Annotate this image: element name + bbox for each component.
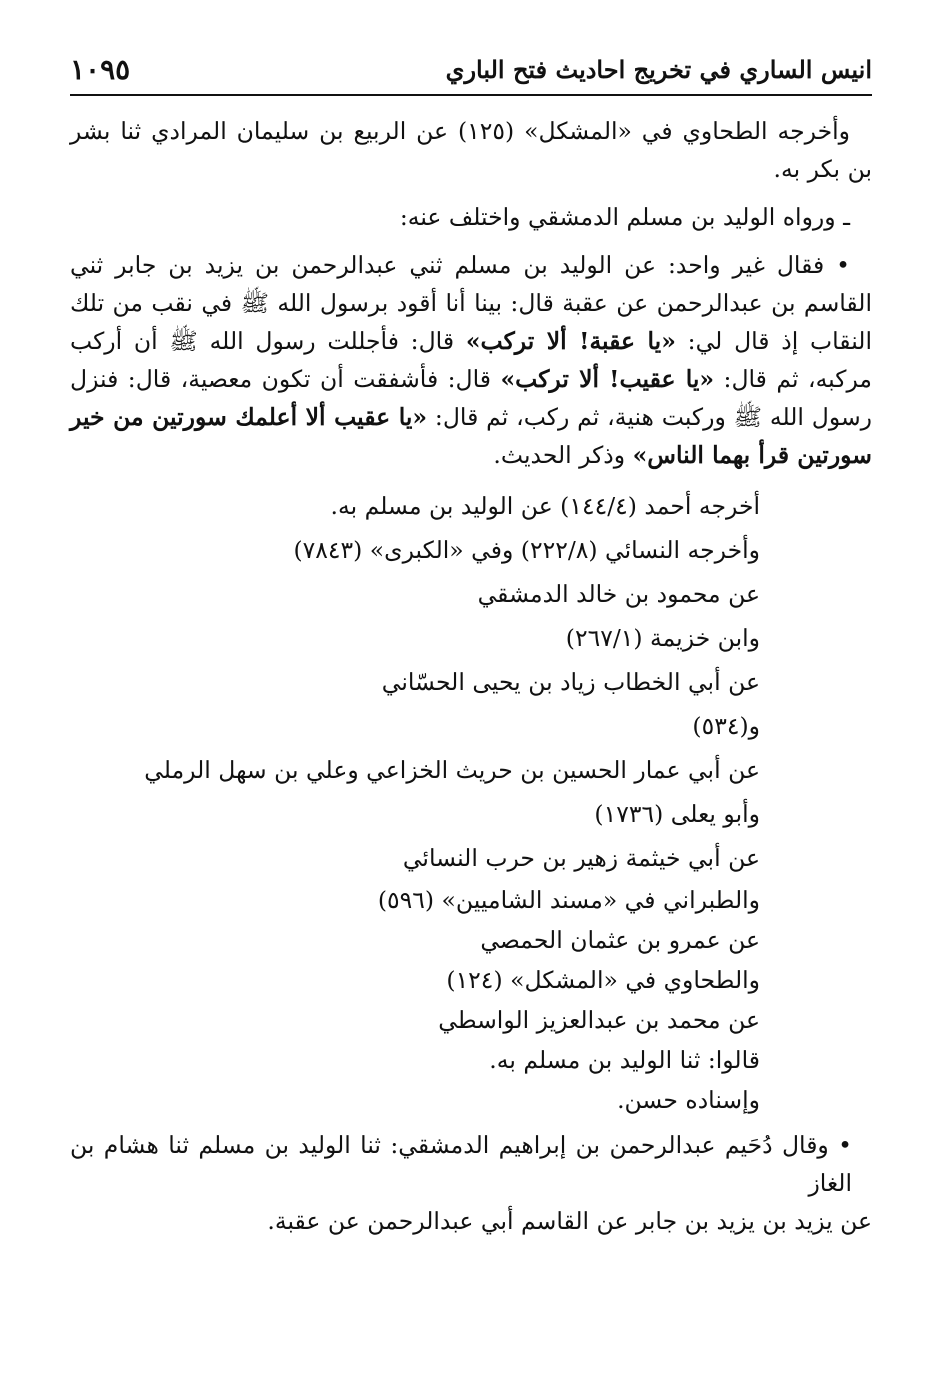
- takhrij-line: عن محمود بن خالد الدمشقي: [477, 580, 760, 608]
- takhrij-line: عن عمرو بن عثمان الحمصي: [480, 926, 760, 954]
- hadith-text-d: قال: فأشفقت أن تكون معصية، قال: فنزل رسول الله ﷺ وركبت هنية، ثم ركب، ثم قال:: [70, 365, 872, 431]
- takhrij-line: وإسناده حسن.: [617, 1086, 760, 1114]
- hadith-quote-1: «يا عقبة! ألا تركب»: [465, 327, 676, 355]
- takhrij-line: و(٥٣٤): [692, 712, 760, 740]
- hadith-quote-3: «يا عقيب ألا أعلمك سورتين من خير سورتين قرأ بهما الناس»: [70, 403, 872, 469]
- duhaym-line-2: عن يزيد بن يزيد بن جابر عن القاسم أبي عبدالرحمن عن عقبة.: [267, 1207, 872, 1235]
- hadith-text-e: وذكر الحديث.: [493, 441, 633, 469]
- takhrij-line: وأبو يعلى (١٧٣٦): [594, 800, 760, 828]
- book-title: انيس الساري في تخريج احاديث فتح الباري: [445, 54, 872, 84]
- takhrij-line: أخرجه أحمد (١٤٤/٤) عن الوليد بن مسلم به.: [330, 492, 760, 520]
- hadith-quote-2: «يا عقيب! ألا تركب»: [500, 365, 715, 393]
- paragraph-hadith: [70, 246, 872, 474]
- takhrij-list: [70, 484, 872, 1120]
- duhaym-line-1: • وقال دُحَيم عبدالرحمن بن إبراهيم الدمشقي: ثنا الوليد بن مسلم ثنا هشام بن الغاز: [70, 1131, 852, 1197]
- takhrij-line: عن أبي الخطاب زياد بن يحيى الحسّاني: [381, 668, 760, 696]
- page-number: ١٠٩٥: [70, 52, 131, 86]
- paragraph-tahawi: وأخرجه الطحاوي في «المشكل» (١٢٥) عن الربيع بن سليمان المرادي ثنا بشر بن بكر به.: [70, 117, 872, 183]
- paragraph-walid: ـ ورواه الوليد بن مسلم الدمشقي واختلف عنه:: [399, 203, 850, 231]
- takhrij-line: والطبراني في «مسند الشاميين» (٥٩٦): [377, 886, 760, 914]
- takhrij-line: قالوا: ثنا الوليد بن مسلم به.: [489, 1046, 760, 1074]
- takhrij-line: عن أبي عمار الحسين بن حريث الخزاعي وعلي بن سهل الرملي: [144, 756, 760, 784]
- takhrij-line: عن محمد بن عبدالعزيز الواسطي: [438, 1006, 760, 1034]
- takhrij-line: عن أبي خيثمة زهير بن حرب النسائي: [402, 844, 760, 872]
- hadith-text-c: قال: فأجللت رسول الله ﷺ أن أركب مركبه، ثم قال:: [70, 327, 872, 393]
- running-header: [70, 48, 872, 96]
- page-body: [70, 112, 872, 1240]
- hadith-text-a: • فقال غير واحد: عن الوليد بن مسلم ثني عبدالرحمن بن يزيد بن جابر ثني القاسم بن عبدالرحمن عن عقبة قال: بينا أنا أقود برسول الله ﷺ في نقب من تلك النقاب إذ قال لي:: [70, 251, 872, 355]
- takhrij-line: وأخرجه النسائي (٢٢٢/٨) وفي «الكبرى» (٧٨٤٣): [293, 536, 760, 564]
- takhrij-line: والطحاوي في «المشكل» (١٢٤): [446, 966, 760, 994]
- paragraph-duhaym: [70, 1126, 872, 1240]
- takhrij-line: وابن خزيمة (٢٦٧/١): [565, 624, 760, 652]
